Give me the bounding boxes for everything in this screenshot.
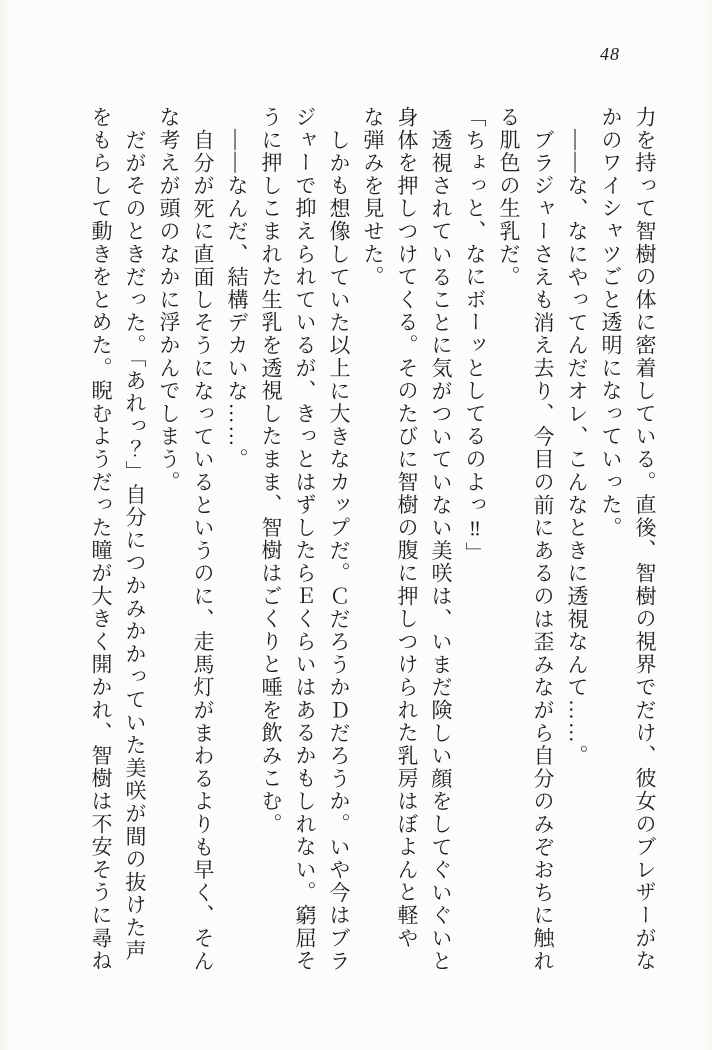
text-line: な弾みを見せた。 (361, 106, 385, 289)
text-line: ――な、なにやってんだオレ、こんなときに透視なんて……。 (565, 129, 589, 768)
text-line: しかも想像していた以上に大きなカップだ。ＣだろうかＤだろうか。いや今はブラ (327, 129, 351, 973)
text-line: をもらして動きをとめた。睨むようだった瞳が大きく開かれ、智樹は不安そうに尋ね (89, 106, 113, 973)
text-line: ――なんだ、結構デカいな……。 (225, 129, 249, 471)
text-line: だがそのときだった。「あれっ？」自分につかみかかっていた美咲が間の抜けた声 (123, 129, 147, 963)
text-line: 自分が死に直面しそうになっているというのに、走馬灯がまわるよりも早く、そん (191, 129, 215, 973)
text-line: うに押しこまれた生乳を透視したまま、智樹はごくりと唾を飲みこむ。 (259, 106, 283, 836)
text-line: 身体を押しつけてくる。そのたびに智樹の腹に押しつけられた乳房はぼよんと軽や (395, 106, 419, 950)
page-number: 48 (600, 44, 620, 64)
text-line: な考えが頭のなかに浮かんでしまう。 (157, 106, 181, 494)
text-line: かのワイシャツごと透明になっていった。 (599, 106, 623, 540)
text-line: ブラジャーさえも消え去り、今目の前にあるのは歪みながら自分のみぞおちに触れ (531, 129, 555, 973)
text-line: 「ちょっと、なにボーッとしてるのよっ‼」 (463, 106, 487, 565)
text-line: る肌色の生乳だ。 (497, 106, 521, 289)
text-line: 力を持って智樹の体に密着している。直後、智樹の視界でだけ、彼女のブレザーがな (633, 106, 657, 973)
text-line: 透視されていることに気がついていない美咲は、いまだ険しい顔をしてぐいぐいと (429, 129, 453, 973)
text-columns (82, 106, 662, 1002)
text-line: ジャーで抑えられているが、きっとはずしたらＥくらいはあるかもしれない。窮屈そ (293, 106, 317, 973)
